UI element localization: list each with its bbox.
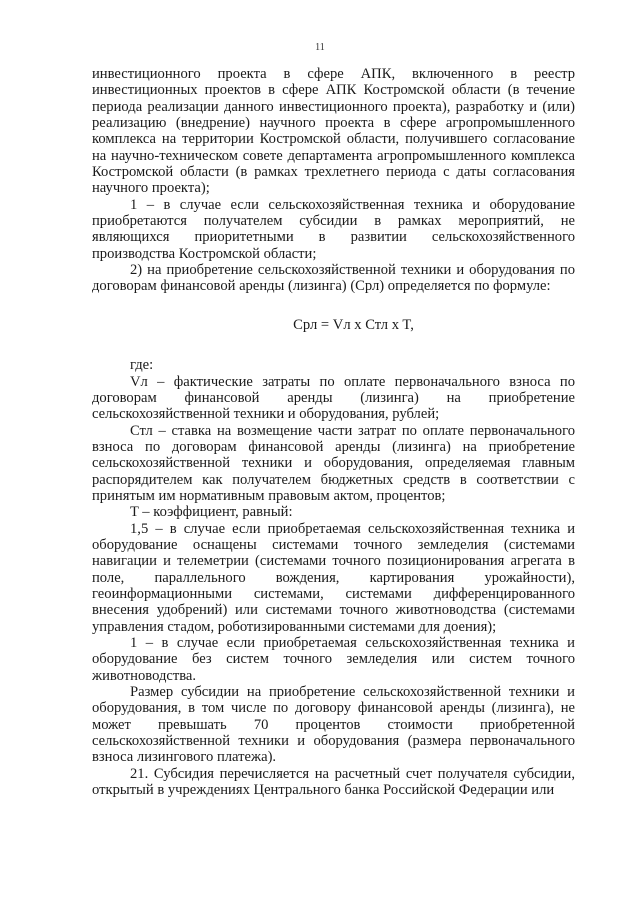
- paragraph-coefficient-one-without-systems: 1 – в случае если приобретаемая сельскохозяйственная техника и оборудование без систем точного земледелия или систем точного животноводства.: [92, 635, 575, 684]
- page-number: 11: [315, 42, 325, 53]
- document-body: [92, 66, 575, 798]
- leasing-formula: Срл = Vл x Стл x T,: [293, 316, 414, 333]
- paragraph-coefficient-one-point-five: 1,5 – в случае если приобретаемая сельскохозяйственная техника и оборудование оснащены системами точного земледелия (системами навигации и телеметрии (системами точного позиционирования агрегата в поле, параллельного вождения, картирования урожайности), геоинформационными системами, системами дифференцированного внесения удобрений) или системами точного животноводства (системами управления стадом, роботизированными системами для доения);: [92, 520, 575, 635]
- paragraph-where: где:: [130, 357, 154, 374]
- paragraph-investment-project: инвестиционного проекта в сфере АПК, включенного в реестр инвестиционных проектов в сфере АПК Костромской области (в течение периода реализации данного инвестиционного проекта), разработку и (или) реализацию (внедрение) научного проекта в сфере агропромышленного комплекса на территории Костромской области, получившего согласование на научно-техническом совете департамента агропромышленного комплекса Костромской области (в рамках трехлетнего периода с даты согласования научного проекта);: [92, 66, 575, 197]
- paragraph-t-coefficient: T – коэффициент, равный:: [130, 504, 293, 521]
- paragraph-coefficient-one-non-priority: 1 – в случае если сельскохозяйственная техника и оборудование приобретаются получателем субсидии в рамках мероприятий, не являющихся приоритетными в развитии сельскохозяйственного производства Костромской области;: [92, 196, 575, 262]
- paragraph-leasing-formula-intro: 2) на приобретение сельскохозяйственной техники и оборудования по договорам финансовой аренды (лизинга) (Срл) определяется по формуле:: [92, 262, 575, 295]
- paragraph-clause-21: 21. Субсидия перечисляется на расчетный счет получателя субсидии, открытый в учреждениях Центрального банка Российской Федерации или: [92, 765, 575, 799]
- paragraph-vl-definition: Vл – фактические затраты по оплате первоначального взноса по договорам финансовой аренды (лизинга) на приобретение сельскохозяйственной техники и оборудования, рублей;: [92, 373, 575, 423]
- paragraph-stl-definition: Стл – ставка на возмещение части затрат по оплате первоначального взноса по договорам финансовой аренды (лизинга) на приобретение сельскохозяйственной техники и оборудования, определяемая главным распорядителем как получателем бюджетных средств в соответствии с принятым им нормативным правовым актом, процентов;: [92, 422, 575, 504]
- paragraph-subsidy-limit: Размер субсидии на приобретение сельскохозяйственной техники и оборудования, в том числе по договору финансовой аренды (лизинга), не может превышать 70 процентов стоимости приобретенной сельскохозяйственной техники и оборудования (размера первоначального взноса лизингового платежа).: [92, 684, 575, 766]
